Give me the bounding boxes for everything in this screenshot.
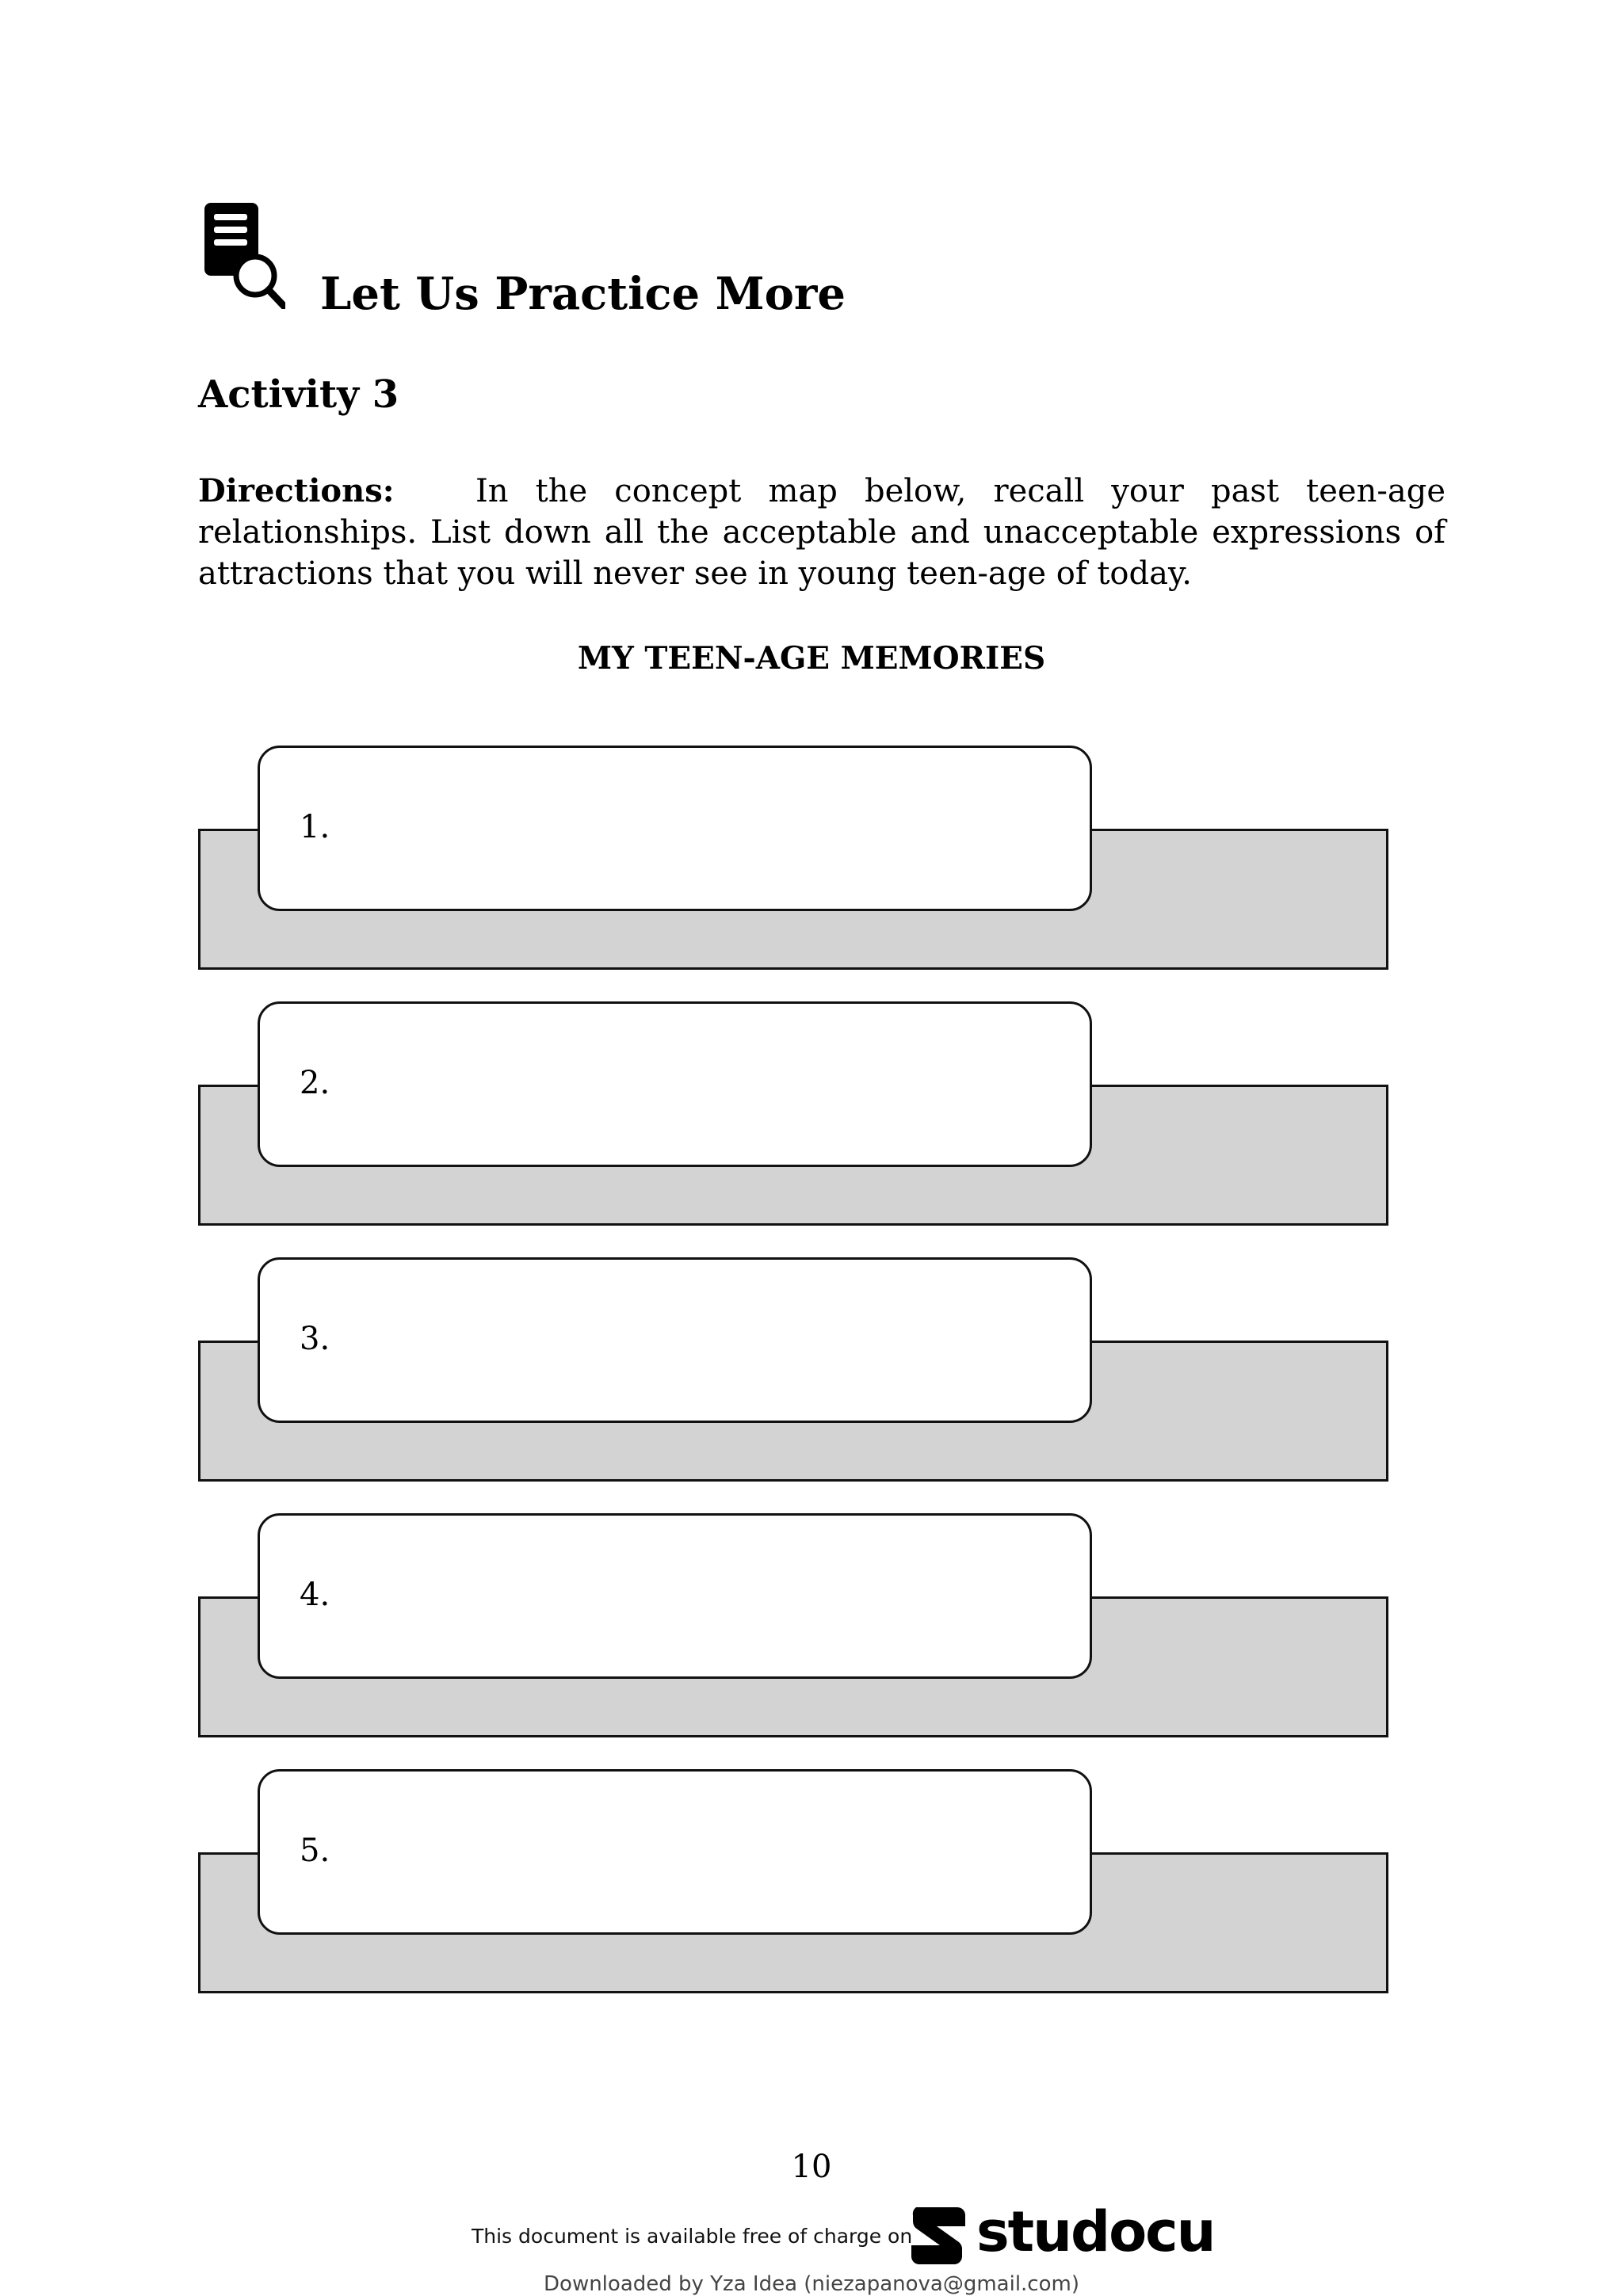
entry-number-1: 1. [300, 809, 330, 845]
directions-paragraph [198, 471, 1445, 594]
concept-map-title: MY TEEN-AGE MEMORIES [577, 640, 1046, 677]
entry-box-5[interactable] [258, 1769, 1092, 1935]
entry-number-4: 4. [300, 1577, 330, 1613]
directions-text: In the concept map below, recall your past teen-age relationships. List down all the acceptable and unacceptable expressions of attractions that you will never see in young teen-age of today. [198, 473, 1445, 592]
studocu-brand-name[interactable]: studocu [976, 2199, 1215, 2264]
directions-label: Directions: [198, 472, 395, 509]
entry-box-1[interactable] [258, 746, 1092, 911]
section-title: Let Us Practice More [320, 268, 846, 320]
page-number: 10 [791, 2149, 832, 2185]
entry-box-4[interactable] [258, 1513, 1092, 1679]
entry-box-2[interactable] [258, 1001, 1092, 1167]
availability-note: This document is available free of charge on [472, 2225, 913, 2248]
download-note: Downloaded by Yza Idea (niezapanova@gmail.com) [544, 2272, 1079, 2296]
studocu-logo-icon[interactable] [905, 2203, 972, 2269]
entry-number-5: 5. [300, 1833, 330, 1869]
activity-title: Activity 3 [198, 372, 399, 417]
entry-number-3: 3. [300, 1321, 330, 1357]
entry-number-2: 2. [300, 1065, 330, 1101]
entry-box-3[interactable] [258, 1257, 1092, 1423]
document-search-icon [203, 201, 285, 309]
